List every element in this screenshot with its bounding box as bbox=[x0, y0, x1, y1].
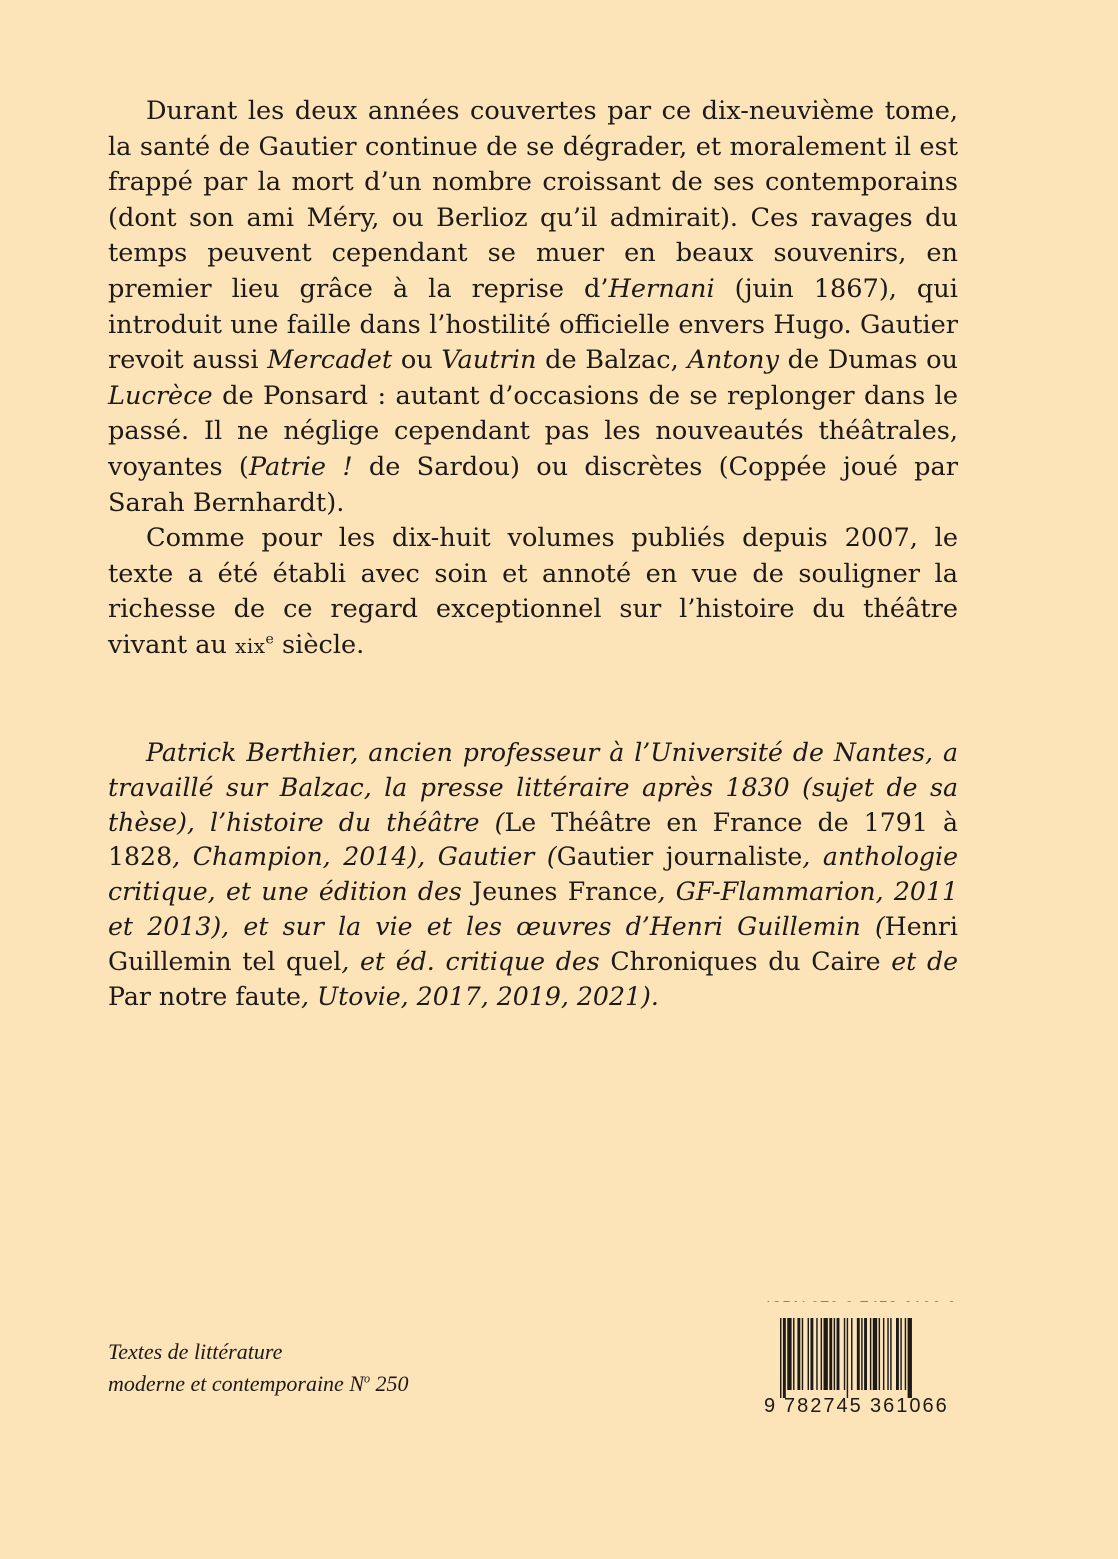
series-line-1: Textes de littérature bbox=[108, 1339, 283, 1364]
barcode-bar bbox=[847, 1318, 848, 1398]
barcode-bar bbox=[896, 1318, 899, 1390]
isbn-barcode bbox=[760, 1302, 956, 1414]
barcode-bar bbox=[861, 1318, 862, 1390]
synopsis bbox=[108, 94, 958, 665]
title-mercadet: Mercadet bbox=[267, 345, 393, 376]
title-patrie: Patrie ! bbox=[248, 451, 353, 482]
barcode-bar bbox=[793, 1318, 794, 1390]
title-hernani: Hernani bbox=[608, 273, 715, 304]
barcode-bar bbox=[900, 1318, 901, 1390]
barcode-bar bbox=[816, 1318, 817, 1390]
synopsis-paragraph-2: Comme pour les dix-huit volumes publiés depuis 2007, le texte a été établi avec soin et annoté en vue de souligner la richesse de ce regard exceptionnel sur l’histoire du théâtre vivant au xix$^e$ siècle. bbox=[108, 523, 958, 660]
title-lucrece: Lucrèce bbox=[108, 380, 213, 411]
barcode-bar bbox=[829, 1318, 832, 1390]
barcode-bar bbox=[810, 1318, 813, 1390]
century-numeral: xix bbox=[235, 633, 266, 658]
barcode-bar bbox=[834, 1318, 835, 1390]
series-line-2: moderne et contemporaine $N^o$ 250 bbox=[108, 1371, 409, 1396]
barcode-bar bbox=[802, 1318, 803, 1390]
author-bio: Patrick Berthier, ancien professeur à l’Université de Nantes, a travaillé sur Balzac, la presse littéraire après 1830 (sujet de sa thèse), l’histoire du théâtre (Le Théâtre en France de 1791 à 1828, Champion, 2014), Gautier (Gautier journaliste, anthologie critique, et une édition des Jeunes France, GF-Flammarion, 2011 et 2013), et sur la vie et les œuvres d’Henri Guillemin (Henri Guillemin tel quel, et éd. critique des Chroniques du Caire et de Par notre faute, Utovie, 2017, 2019, 2021). bbox=[108, 738, 958, 1011]
title-vautrin: Vautrin bbox=[441, 345, 537, 376]
barcode-bar bbox=[873, 1318, 877, 1390]
series-imprint bbox=[108, 1336, 409, 1400]
barcode-bar bbox=[887, 1318, 888, 1390]
barcode-bar bbox=[783, 1318, 786, 1398]
barcode-digit-first: 9 bbox=[764, 1395, 776, 1414]
barcode-bar bbox=[837, 1318, 840, 1390]
barcode-bar bbox=[851, 1318, 852, 1390]
barcode-bar bbox=[890, 1318, 891, 1390]
barcode-digits-right: 361066 bbox=[870, 1395, 949, 1414]
barcode-bar bbox=[787, 1318, 791, 1390]
barcode-bar bbox=[844, 1318, 845, 1390]
barcode-bar bbox=[824, 1318, 828, 1390]
barcode-bar bbox=[864, 1318, 867, 1390]
barcode-bar bbox=[908, 1318, 912, 1398]
barcode-bar bbox=[808, 1318, 809, 1390]
title-antony: Antony bbox=[687, 345, 779, 376]
barcode-digits-left: 782745 bbox=[784, 1395, 863, 1414]
barcode-bar bbox=[905, 1318, 906, 1390]
barcode-bar bbox=[883, 1318, 884, 1390]
barcode-bar bbox=[870, 1318, 871, 1390]
barcode-bar bbox=[780, 1318, 781, 1398]
barcode-bar bbox=[879, 1318, 880, 1390]
synopsis-paragraph-1: Durant les deux années couvertes par ce dix-neuvième tome, la santé de Gautier continue de se dégrader, et moralement il est frappé par la mort d’un nombre croissant de ses contemporains (dont son ami Méry, ou Berlioz qu’il admirait). Ces ravages du temps peuvent cependant se muer en beaux souvenirs, en premier lieu grâce à la reprise d’Hernani (juin 1867), qui introduit une faille dans l’hostilité officielle envers Hugo. Gautier revoit aussi Mercadet ou Vautrin de Balzac, Antony de Dumas ou Lucrèce de Ponsard : autant d’occasions de se replonger dans le passé. Il ne néglige cependant pas les nouveautés théâtrales, voyantes (Patrie ! de Sardou) ou discrètes (Coppée joué par Sarah Bernhardt). bbox=[108, 96, 959, 518]
barcode-bar bbox=[857, 1318, 860, 1390]
barcode-bar bbox=[797, 1318, 800, 1390]
barcode-bar bbox=[821, 1318, 822, 1390]
